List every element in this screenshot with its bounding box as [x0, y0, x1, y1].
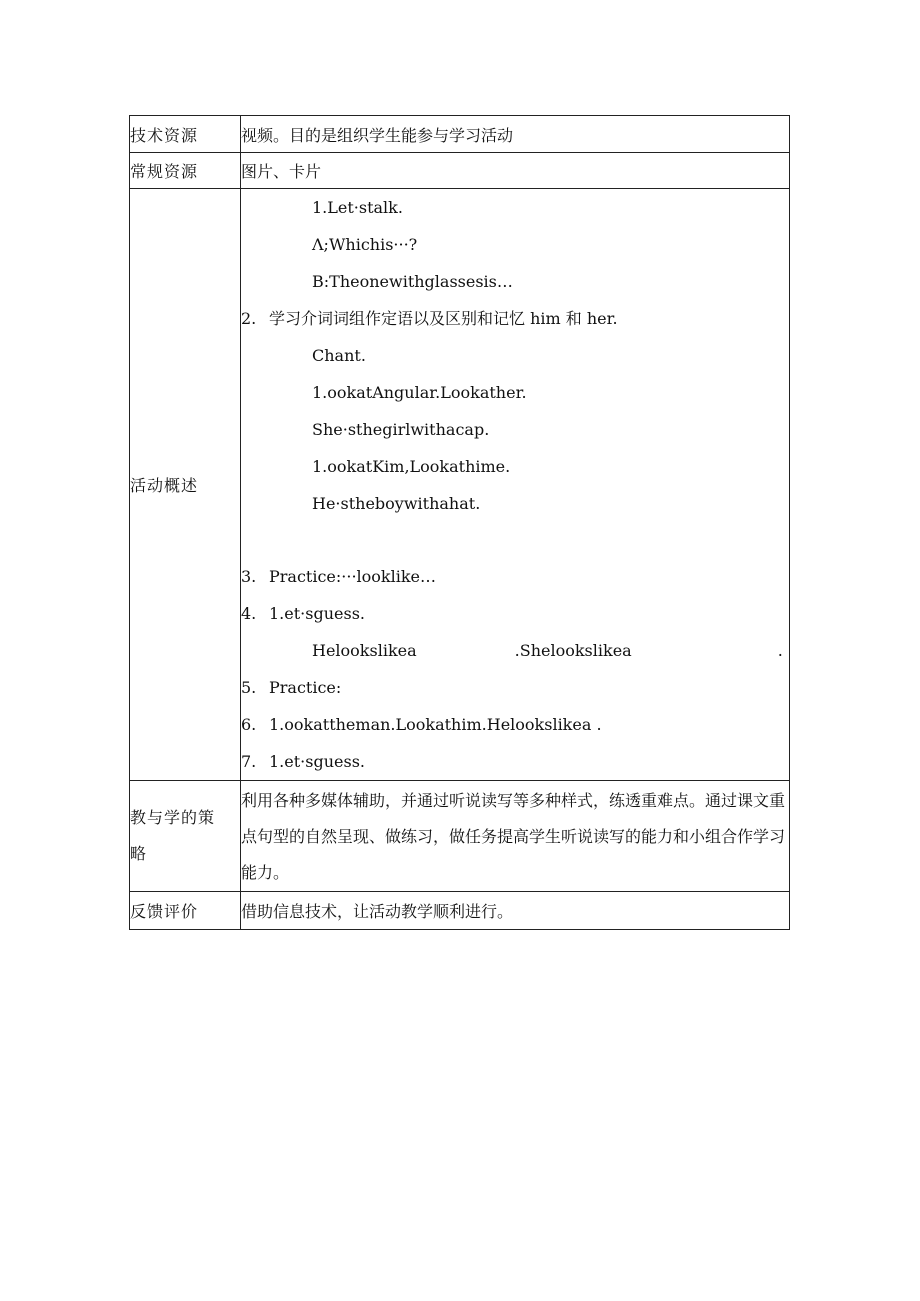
activity-line: She·sthegirlwithacap.	[312, 420, 490, 439]
label-line: 教与学的策	[130, 808, 216, 827]
item-number: 5.	[241, 678, 257, 697]
item-number: 7.	[241, 752, 257, 771]
item-number: 3.	[241, 567, 257, 586]
feedback-value: 借助信息技术，让活动教学顺利进行。	[241, 892, 790, 930]
lesson-plan-table	[129, 115, 790, 930]
activity-line-fill-blank	[241, 640, 789, 677]
activity-line: He·stheboywithahat.	[312, 494, 481, 513]
item-number: 6.	[241, 715, 257, 734]
row-normal-resources	[130, 153, 790, 189]
activity-item-7	[241, 751, 789, 772]
item-text: 1.et·sguess.	[269, 604, 365, 623]
item-text: 学习介词词组作定语以及区别和记忆 him 和 her.	[269, 309, 618, 328]
blank-period: .	[777, 641, 783, 660]
activity-item-5	[241, 677, 789, 714]
item-number: 4.	[241, 604, 257, 623]
row-activity-overview	[130, 189, 790, 781]
activity-item-6	[241, 714, 789, 751]
activity-line: Chant.	[312, 346, 366, 365]
teaching-strategy-value	[241, 781, 790, 892]
activity-item-3	[241, 566, 789, 603]
row-teaching-strategy	[130, 781, 790, 892]
activity-line: Λ;Whichis···?	[312, 235, 418, 254]
teaching-strategy-label	[130, 781, 241, 892]
item-text: 1.et·sguess.	[269, 752, 365, 771]
activity-item-4	[241, 603, 789, 640]
activity-line: 1.Let·stalk.	[312, 198, 403, 217]
tech-resources-value: 视频。目的是组织学生能参与学习活动	[241, 116, 790, 153]
activity-overview-label: 活动概述	[130, 189, 241, 781]
activity-line: 1.ookatAngular.Lookather.	[312, 383, 527, 402]
item-text: Practice:···looklike…	[269, 567, 437, 586]
activity-line: 1.ookatKim,Lookathime.	[312, 457, 511, 476]
item-text: 1.ookattheman.Lookathim.Helookslikea .	[269, 715, 602, 734]
activity-overview-content	[241, 189, 790, 781]
feedback-label: 反馈评价	[130, 892, 241, 930]
blank-sentence-he: Helookslikea	[312, 641, 417, 660]
spacer	[241, 530, 789, 566]
tech-resources-label: 技术资源	[130, 116, 241, 153]
row-tech-resources	[130, 116, 790, 153]
activity-item-2	[241, 308, 789, 345]
label-line: 略	[130, 844, 148, 863]
row-feedback	[130, 892, 790, 930]
blank-sentence-she: .Shelookslikea	[514, 641, 632, 660]
item-number: 2.	[241, 309, 257, 328]
strategy-paragraph: 利用各种多媒体辅助，并通过听说读写等多种样式，练透重难点。通过课文重点句型的自然呈现、做练习，做任务提高学生听说读写的能力和小组合作学习能力。	[241, 791, 786, 882]
item-text: Practice:	[269, 678, 342, 697]
normal-resources-value: 图片、卡片	[241, 153, 790, 189]
activity-line: B:Theonewithglassesis…	[312, 272, 513, 291]
normal-resources-label: 常规资源	[130, 153, 241, 189]
